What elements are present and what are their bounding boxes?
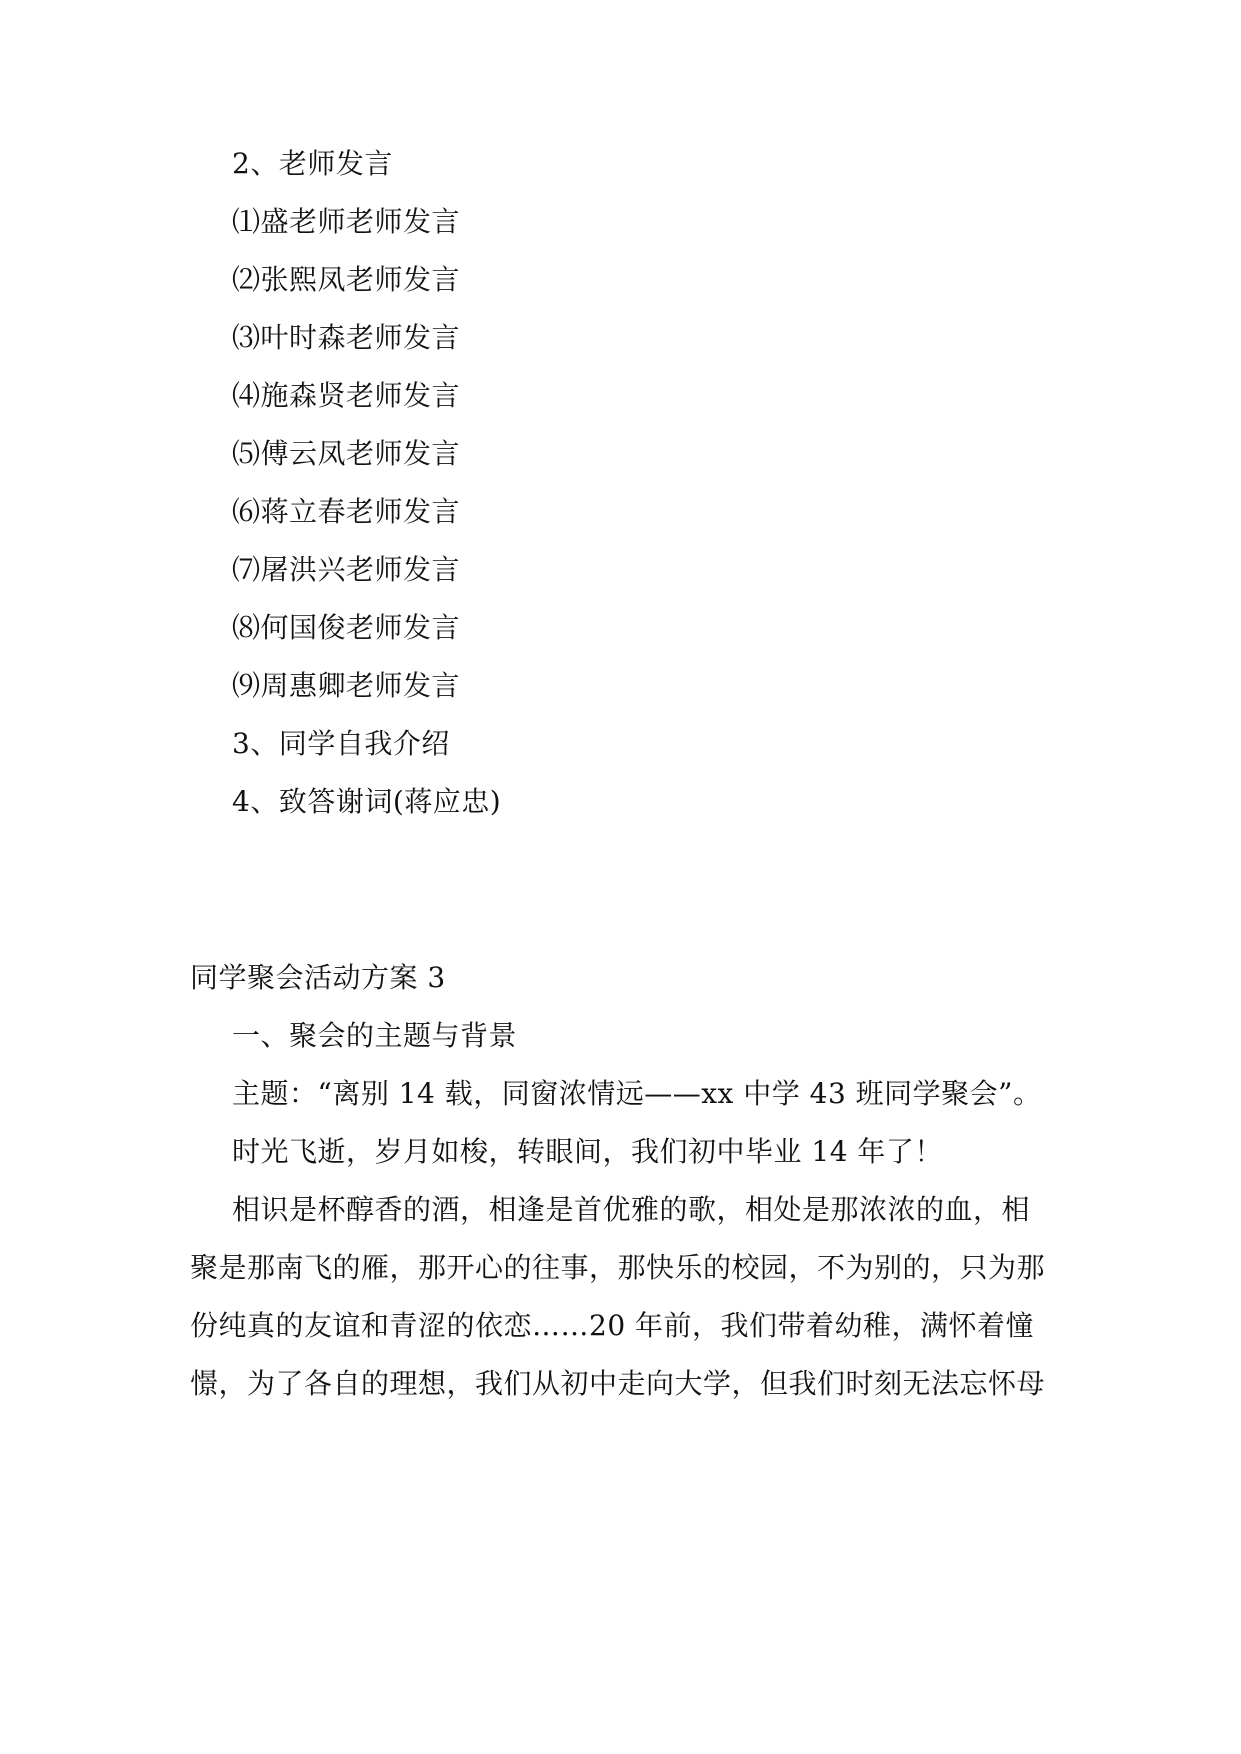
section-heading-teacher-speeches: 2、老师发言 bbox=[232, 147, 393, 180]
time-line: 时光飞逝，岁月如梭，转眼间，我们初中毕业 14 年了！ bbox=[232, 1135, 943, 1168]
list-item: ⑷施森贤老师发言 bbox=[232, 379, 461, 412]
theme-line: 主题：“离别 14 载，同窗浓情远——xx 中学 43 班同学聚会”。 bbox=[232, 1077, 1042, 1110]
list-item: ⑵张熙凤老师发言 bbox=[232, 263, 461, 296]
list-item: ⑹蒋立春老师发言 bbox=[232, 495, 461, 528]
list-item: ⑺屠洪兴老师发言 bbox=[232, 553, 461, 586]
list-item: ⑻何国俊老师发言 bbox=[232, 611, 461, 644]
list-item: ⑸傅云凤老师发言 bbox=[232, 437, 461, 470]
list-item: ⑶叶时森老师发言 bbox=[232, 321, 461, 354]
section-heading-theme-background: 一、聚会的主题与背景 bbox=[232, 1019, 518, 1052]
section-heading-thanks-speech: 4、致答谢词(蒋应忠) bbox=[232, 785, 502, 818]
paragraph-line: 份纯真的友谊和青涩的依恋……20 年前，我们带着幼稚，满怀着憧 bbox=[190, 1309, 1035, 1342]
list-item: ⑴盛老师老师发言 bbox=[232, 205, 461, 238]
paragraph-line: 聚是那南飞的雁，那开心的往事，那快乐的校园，不为别的，只为那 bbox=[190, 1251, 1046, 1284]
section-heading-self-introduction: 3、同学自我介绍 bbox=[232, 727, 450, 760]
list-item: ⑼周惠卿老师发言 bbox=[232, 669, 461, 702]
paragraph-line: 憬，为了各自的理想，我们从初中走向大学，但我们时刻无法忘怀母 bbox=[190, 1367, 1046, 1400]
plan-title: 同学聚会活动方案 3 bbox=[190, 961, 446, 994]
paragraph-line: 相识是杯醇香的酒，相逢是首优雅的歌，相处是那浓浓的血，相 bbox=[232, 1193, 1031, 1226]
